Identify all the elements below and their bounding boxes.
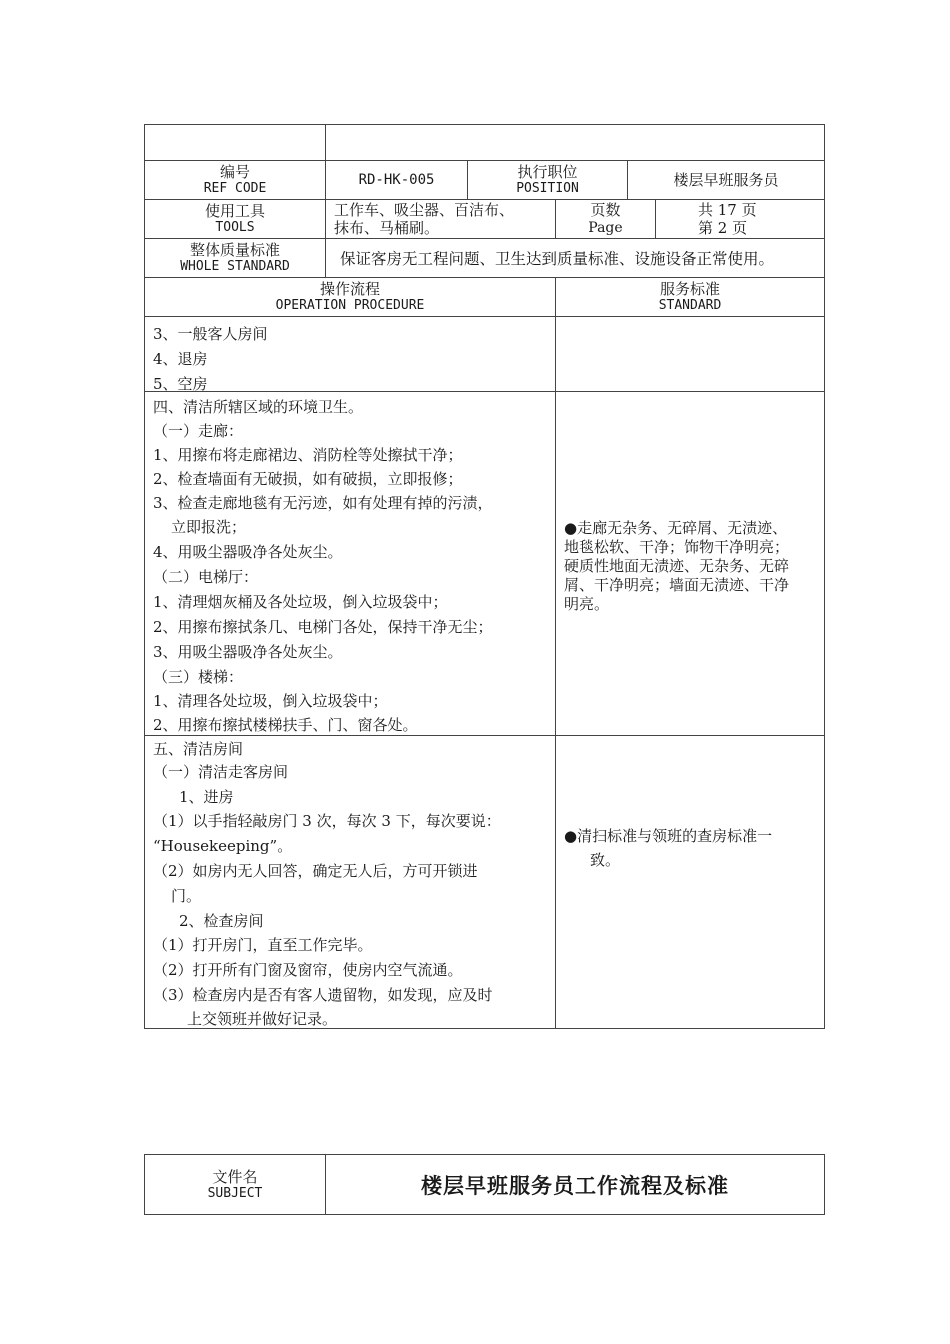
- section3-line: 门。: [171, 887, 202, 905]
- document-title: 楼层早班服务员工作流程及标准: [421, 1173, 729, 1198]
- page-value-cell: [655, 199, 825, 239]
- section2-line: 4、用吸尘器吸净各处灰尘。: [153, 543, 343, 561]
- standard-header-en: STANDARD: [658, 298, 722, 313]
- header-empty-right: [325, 124, 825, 161]
- tools-value-cell: [325, 199, 556, 239]
- section2-line: 3、用吸尘器吸净各处灰尘。: [153, 643, 343, 661]
- section2-line: 1、清理烟灰桶及各处垃圾，倒入垃圾袋中；: [153, 593, 448, 611]
- tools-label: [144, 199, 326, 239]
- tools-value-line-1: 工作车、吸尘器、百洁布、: [334, 201, 515, 219]
- whole-standard-value: 保证客房无工程问题、卫生达到质量标准、设施设备正常使用。: [340, 250, 775, 268]
- section2-standard-line: ●走廊无杂务、无碎屑、无渍迹、: [564, 519, 788, 537]
- section2-standard-line: 明亮。: [564, 595, 610, 613]
- ref-code-label-zh: 编号: [219, 163, 250, 181]
- section2-standard-line: 硬质性地面无渍迹、无杂务、无碎: [564, 557, 790, 575]
- position-value: 楼层早班服务员: [673, 171, 779, 189]
- subject-value-cell: [325, 1154, 825, 1215]
- section2-line: （三）楼梯：: [153, 668, 244, 686]
- section3-line: 五、清洁房间: [153, 740, 244, 758]
- whole-standard-label-en: WHOLE STANDARD: [180, 259, 290, 274]
- standard-header: [555, 277, 825, 317]
- section3-procedure: [144, 735, 556, 1029]
- section3-standard-line: 致。: [590, 851, 621, 869]
- section2-standard-line: 地毯松软、干净；饰物干净明亮；: [564, 538, 790, 556]
- section3-line: （2）如房内无人回答，确定无人后，方可开锁进: [153, 862, 478, 880]
- subject-label-zh: 文件名: [212, 1167, 258, 1186]
- tools-label-en: TOOLS: [215, 220, 255, 235]
- tools-label-zh: 使用工具: [204, 202, 265, 220]
- section1-standard: [555, 316, 825, 392]
- section1-line: 3、一般客人房间: [153, 325, 268, 343]
- position-value-cell: [627, 160, 825, 200]
- section2-line: 立即报洗；: [171, 518, 247, 536]
- ref-code-label: [144, 160, 326, 200]
- section2-line: 3、检查走廊地毯有无污迹，如有处理有掉的污渍，: [153, 494, 493, 512]
- position-label-en: POSITION: [516, 181, 579, 196]
- procedure-header-en: OPERATION PROCEDURE: [275, 298, 425, 313]
- section3-line: （1）以手指轻敲房门 3 次，每次 3 下，每次要说：: [153, 812, 501, 830]
- section2-standard: [555, 391, 825, 736]
- procedure-header-zh: 操作流程: [319, 280, 380, 298]
- procedure-header: [144, 277, 556, 317]
- position-label: [467, 160, 628, 200]
- section2-line: 1、清理各处垃圾，倒入垃圾袋中；: [153, 692, 388, 710]
- section2-standard-line: 屑、干净明亮；墙面无渍迹、干净: [564, 576, 790, 594]
- page-label: [555, 199, 656, 239]
- section2-line: 2、检查墙面有无破损，如有破损，立即报修；: [153, 470, 463, 488]
- ref-code-label-en: REF CODE: [203, 181, 267, 196]
- section3-line: （一）清洁走客房间: [153, 763, 289, 781]
- whole-standard-value-cell: [325, 238, 825, 278]
- header-empty-left: [144, 124, 326, 161]
- ref-code-value-cell: [325, 160, 468, 200]
- section2-line: （二）电梯厅：: [153, 568, 259, 586]
- section2-line: （一）走廊：: [153, 422, 244, 440]
- position-label-zh: 执行职位: [517, 163, 578, 181]
- section2-line: 2、用擦布擦拭楼梯扶手、门、窗各处。: [153, 716, 418, 734]
- section2-line: 1、用擦布将走廊裙边、消防栓等处擦拭干净；: [153, 446, 463, 464]
- section2-line: 四、清洁所辖区域的环境卫生。: [153, 398, 364, 416]
- subject-label: [144, 1154, 326, 1215]
- section2-line: 2、用擦布擦拭条几、电梯门各处，保持干净无尘；: [153, 618, 493, 636]
- section3-line: “Housekeeping”。: [153, 837, 293, 855]
- whole-standard-label: [144, 238, 326, 278]
- standard-header-zh: 服务标准: [659, 280, 720, 298]
- whole-standard-label-zh: 整体质量标准: [189, 241, 280, 259]
- section3-line: （1）打开房门，直至工作完毕。: [153, 936, 373, 954]
- tools-value-line-2: 抹布、马桶刷。: [334, 219, 440, 237]
- section3-standard-line: ●清扫标准与领班的查房标准一: [564, 827, 773, 845]
- page-label-en: Page: [588, 220, 623, 236]
- section3-line: 1、进房: [179, 788, 234, 806]
- section2-procedure: [144, 391, 556, 736]
- section3-line: 上交领班并做好记录。: [187, 1010, 338, 1028]
- page-label-zh: 页数: [590, 201, 621, 219]
- page-total: 共 17 页: [698, 201, 757, 219]
- ref-code-value: RD-HK-005: [358, 172, 435, 188]
- page-current: 第 2 页: [698, 219, 748, 237]
- section3-standard: [555, 735, 825, 1029]
- section3-line: （2）打开所有门窗及窗帘，使房内空气流通。: [153, 961, 463, 979]
- section3-line: （3）检查房内是否有客人遗留物，如发现，应及时: [153, 986, 493, 1004]
- section1-line: 5、空房: [153, 375, 208, 393]
- section3-line: 2、检查房间: [179, 912, 264, 930]
- section1-line: 4、退房: [153, 350, 208, 368]
- subject-label-en: SUBJECT: [207, 1185, 263, 1201]
- section1-procedure: [144, 316, 556, 392]
